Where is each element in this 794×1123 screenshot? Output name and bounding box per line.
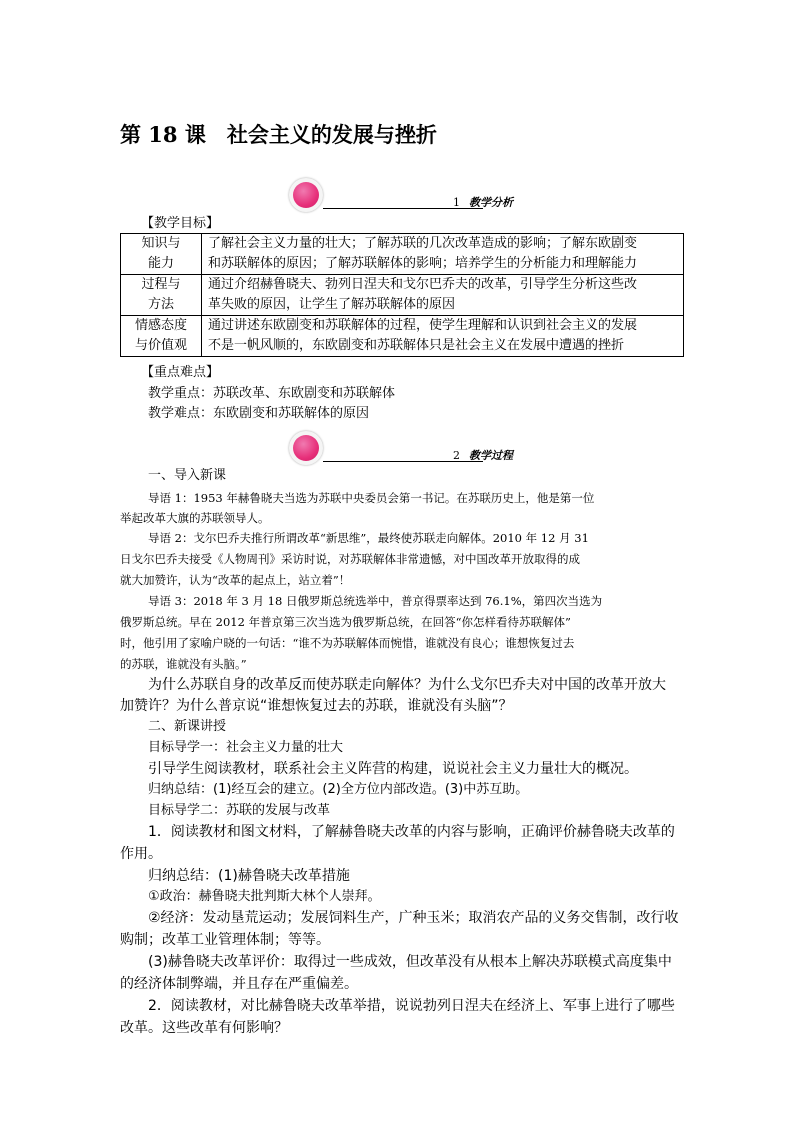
key-point-text: 教学重点：苏联改革、东欧剧变和苏联解体 (148, 386, 396, 401)
goal-1-summary: 归纳总结：(1)经互会的建立。(2)全方位内部改造。(3)中苏互助。 (148, 782, 529, 797)
banner-label: 教学过程 (469, 449, 513, 462)
goal-2-summary-heading: 归纳总结：(1)赫鲁晓夫改革措施 (148, 868, 350, 884)
section-heading-new-lesson: 二、新课讲授 (148, 719, 227, 734)
teaching-goals-heading: 【教学目标】 (141, 216, 220, 231)
lead-3-line: 俄罗斯总统。早在 2012 年普京第三次当选为俄罗斯总统，在回答“你怎样看待苏联解体” (120, 615, 571, 629)
table-row-head: 知识与 能力 (121, 234, 202, 275)
table-row (121, 275, 684, 316)
key-points-heading: 【重点难点】 (141, 365, 220, 380)
table-row-body: 通过介绍赫鲁晓夫、勃列日涅夫和戈尔巴乔夫的改革，引导学生分析这些改 革失败的原因，让学生了解苏联解体的原因 (202, 275, 684, 316)
table-row-head: 情感态度 与价值观 (121, 316, 202, 357)
lead-3-line: 的苏联，谁就没有头脑。” (120, 657, 247, 671)
table-row-body: 通过讲述东欧剧变和苏联解体的过程，使学生理解和认识到社会主义的发展 不是一帆风顺的，东欧剧变和苏联解体只是社会主义在发展中遭遇的挫折 (202, 316, 684, 357)
banner-number: 2 (453, 449, 460, 462)
economy-measure-line: 购制；改革工业管理体制；等等。 (120, 932, 330, 948)
goal-2-item-2-line: 2．阅读教材，对比赫鲁晓夫改革举措，说说勃列日涅夫在经济上、军事上进行了哪些 (148, 998, 675, 1014)
goal-1-text: 引导学生阅读教材，联系社会主义阵营的构建，说说社会主义力量壮大的概况。 (148, 761, 638, 777)
table-row-body: 了解社会主义力量的壮大；了解苏联的几次改革造成的影响；了解东欧剧变 和苏联解体的原因；了解苏联解体的影响；培养学生的分析能力和理解能力 (202, 234, 684, 275)
goal-2-item-2-line: 改革。这些改革有何影响？ (120, 1020, 288, 1036)
lead-2-line: 导语 2：戈尔巴乔夫推行所谓改革“新思维”，最终使苏联走向解体。2010 年 12 月 31 (148, 531, 589, 545)
section-banner-analysis (289, 178, 539, 214)
lead-1-line: 举起改革大旗的苏联领导人。 (120, 511, 270, 525)
question-line: 加赞许？为什么普京说“谁想恢复过去的苏联，谁就没有头脑”？ (120, 698, 513, 714)
section-heading-intro: 一、导入新课 (148, 468, 227, 483)
evaluation-line: (3)赫鲁晓夫改革评价：取得过一些成效，但改革没有从根本上解决苏联模式高度集中 (148, 954, 672, 970)
lead-2-line: 日戈尔巴乔夫接受《人物周刊》采访时说，对苏联解体非常遗憾，对中国改革开放取得的成 (120, 552, 580, 566)
question-line: 为什么苏联自身的改革反而使苏联走向解体？为什么戈尔巴乔夫对中国的改革开放大 (148, 677, 666, 693)
teaching-goals-table (120, 233, 684, 357)
banner-label: 教学分析 (469, 196, 513, 209)
banner-number: 1 (453, 196, 460, 209)
pink-circle-icon (289, 431, 323, 465)
goal-2-heading: 目标导学二：苏联的发展与改革 (148, 803, 331, 818)
lead-3-line: 时，他引用了家喻户晓的一句话：“谁不为苏联解体而惋惜，谁就没有良心；谁想恢复过去 (120, 636, 575, 650)
lead-2-line: 就大加赞许，认为“改革的起点上，站立着”！ (120, 573, 351, 587)
goal-1-heading: 目标导学一：社会主义力量的壮大 (148, 740, 344, 755)
economy-measure-line: ②经济：发动垦荒运动；发展饲料生产，广种玉米；取消农产品的义务交售制，改行收 (148, 910, 679, 926)
politics-measure: ①政治：赫鲁晓夫批判斯大林个人崇拜。 (148, 889, 381, 904)
evaluation-line: 的经济体制弊端，并且存在严重偏差。 (120, 976, 358, 992)
goal-2-item-1-line: 作用。 (120, 846, 162, 862)
lead-3-line: 导语 3：2018 年 3 月 18 日俄罗斯总统选举中，普京得票率达到 76.1%，第四次当选为 (148, 594, 603, 608)
section-banner-process (289, 431, 539, 467)
table-row (121, 316, 684, 357)
lead-1-line: 导语 1：1953 年赫鲁晓夫当选为苏联中央委员会第一书记。在苏联历史上，他是第一位 (148, 491, 595, 505)
table-row (121, 234, 684, 275)
pink-circle-icon (289, 178, 323, 212)
table-row-head: 过程与 方法 (121, 275, 202, 316)
goal-2-item-1-line: 1．阅读教材和图文材料，了解赫鲁晓夫改革的内容与影响，正确评价赫鲁晓夫改革的 (148, 824, 675, 840)
difficult-point-text: 教学难点：东欧剧变和苏联解体的原因 (148, 406, 370, 421)
lesson-title: 第 18 课 社会主义的发展与挫折 (120, 122, 437, 147)
